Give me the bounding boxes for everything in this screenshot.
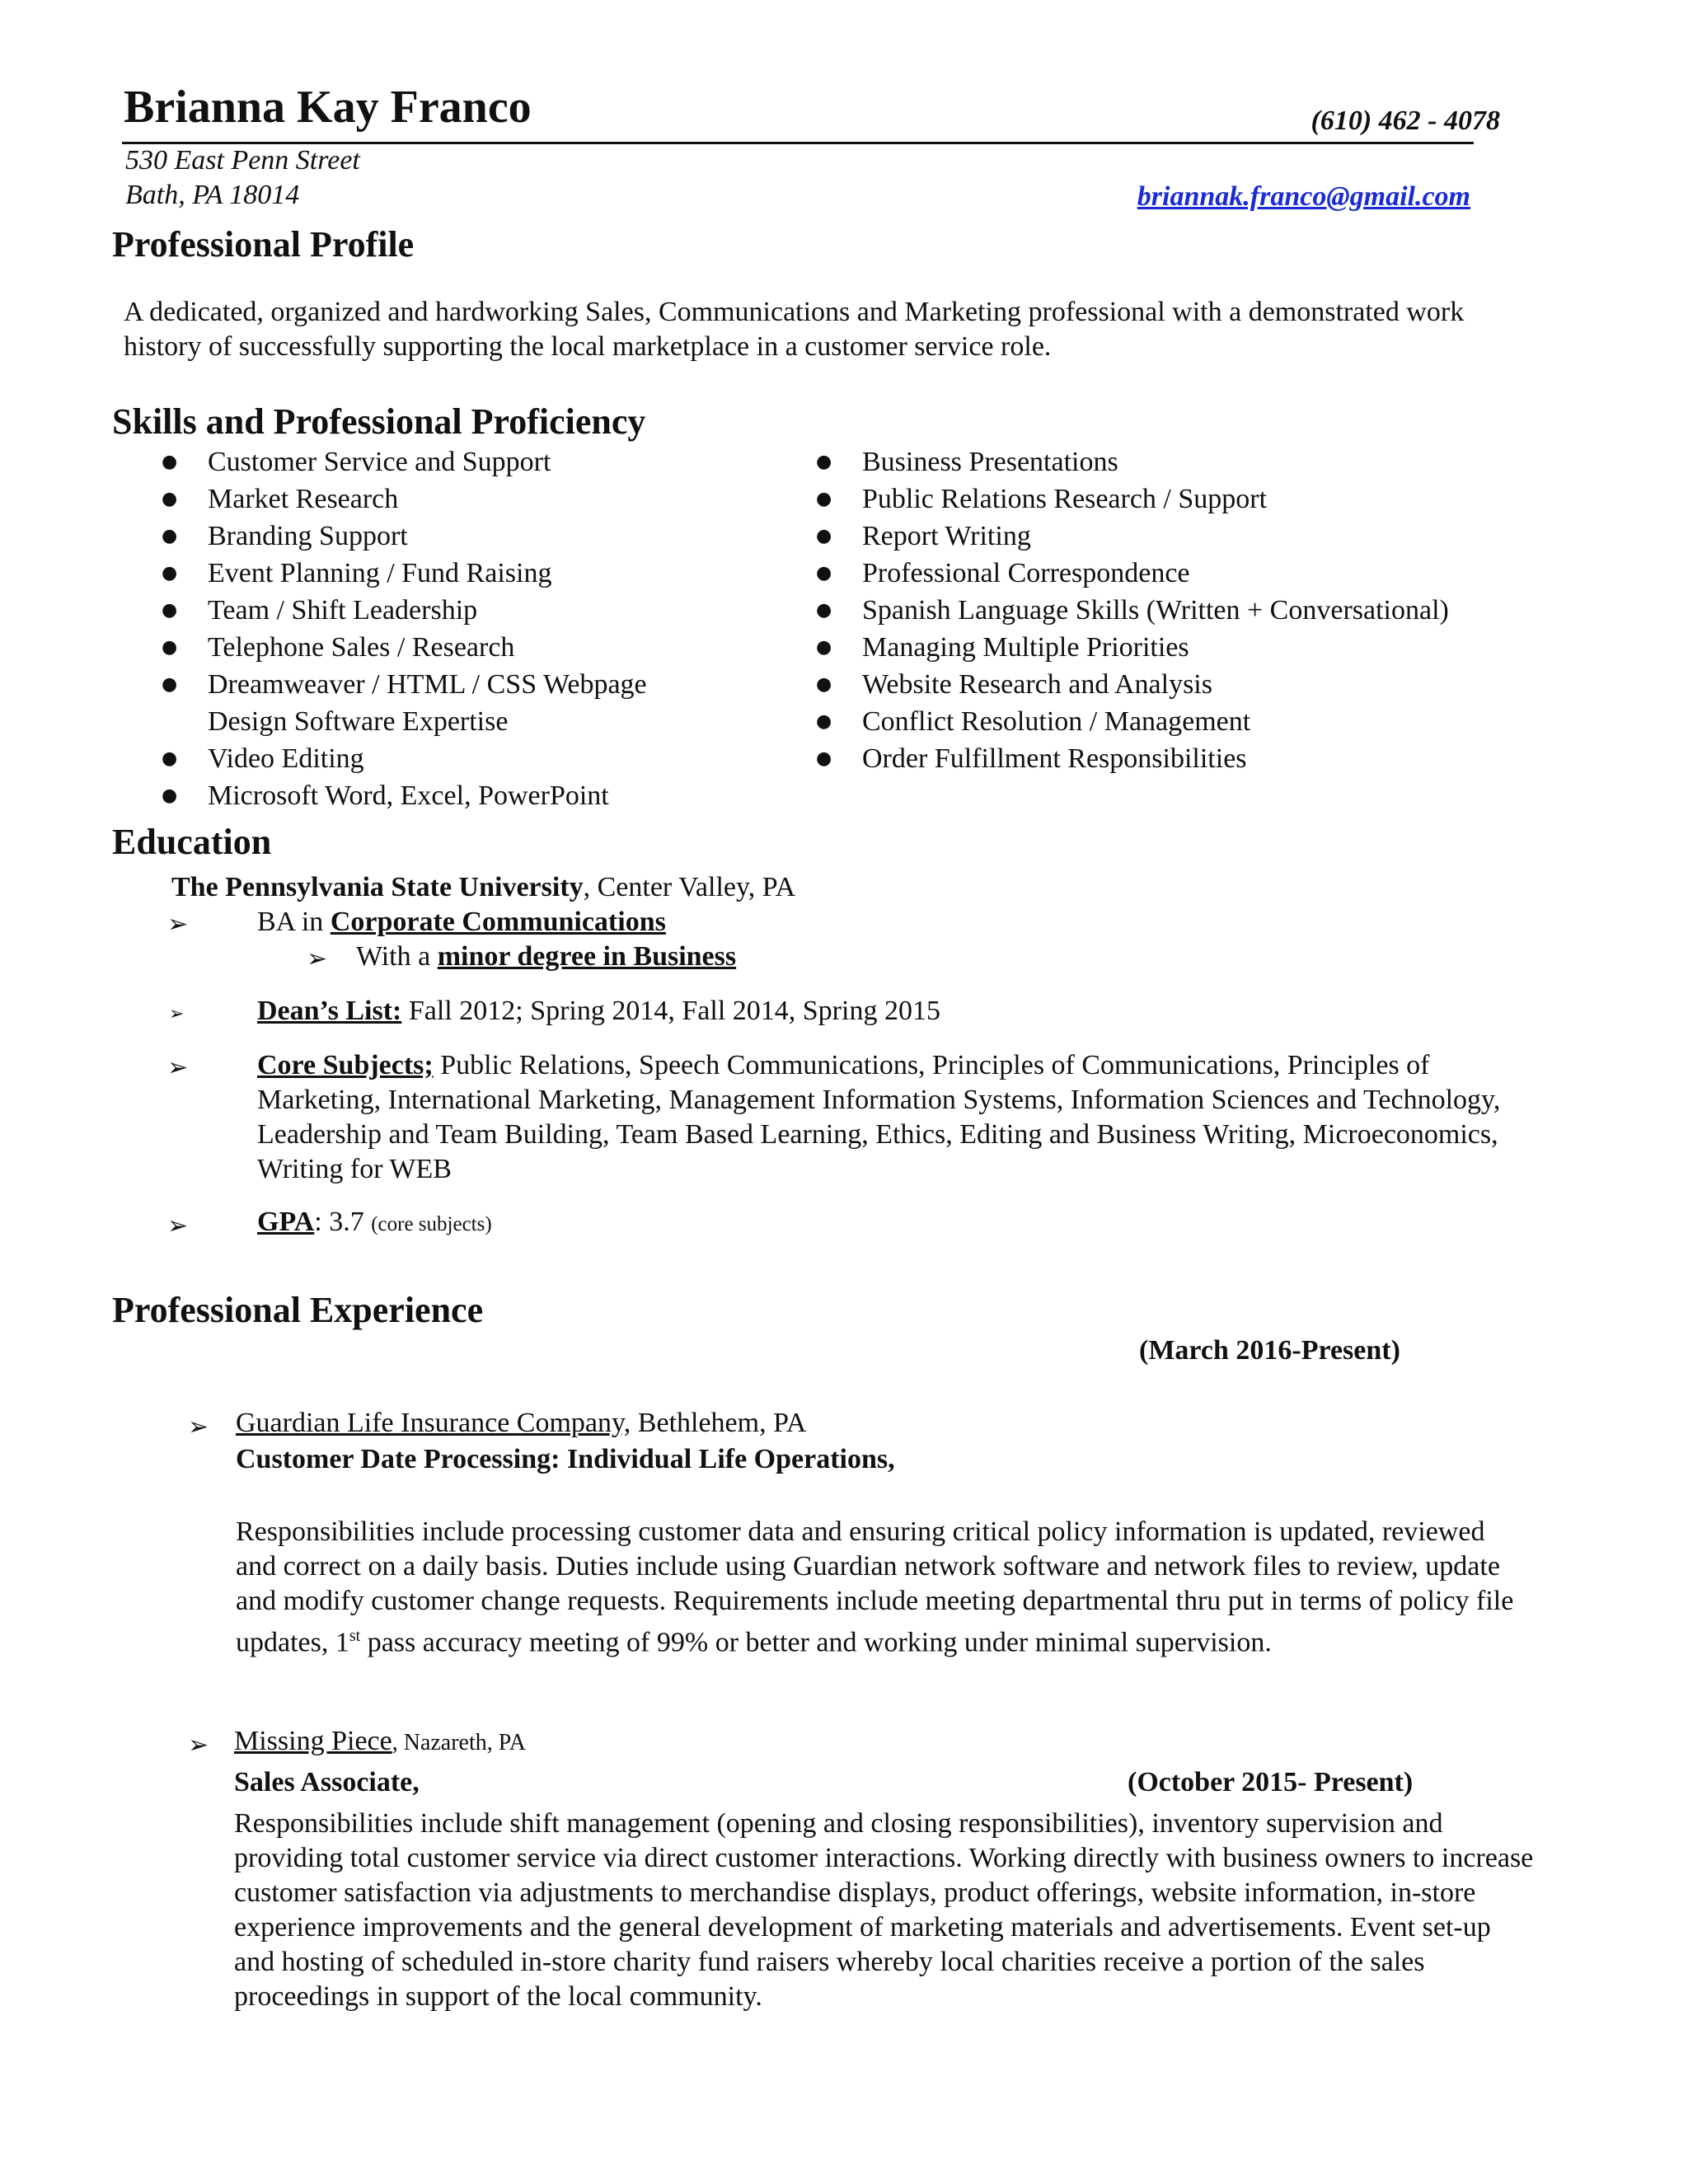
experience-heading: Professional Experience [112,1290,484,1330]
profile-heading: Professional Profile [112,224,415,265]
minor-name: minor degree in Business [437,941,737,972]
job-dates: (March 2016-Present) [1139,1335,1400,1366]
job-company-line [234,1726,526,1757]
deans-list-terms: Fall 2012; Spring 2014, Fall 2014, Spring 2015 [401,996,940,1026]
job-title: Sales Associate, [234,1767,420,1797]
education-heading: Education [112,822,272,862]
minor-prefix: With a [356,941,438,972]
school-name: The Pennsylvania State University [171,872,584,902]
list-item: ● Team / Shift Leadership [162,592,755,629]
degree-line [257,907,666,938]
gpa-line [257,1207,492,1238]
job-dates: (October 2015- Present) [1128,1767,1414,1797]
company-name: Guardian Life Insurance Company, [236,1408,631,1438]
degree-prefix: BA in [257,907,331,937]
school-location: , Center Valley, PA [583,872,796,902]
job-company-line [236,1408,806,1439]
arrow-bullet-icon: ➢ [169,1004,185,1024]
gpa-label: GPA [257,1207,315,1237]
skills-list-left [162,443,755,814]
school-line [171,872,795,903]
list-item: ● Report Writing [816,518,1558,555]
list-item: ● Spanish Language Skills (Written + Conversational) [816,592,1558,629]
core-subjects-text: Public Relations, Speech Communications, Principles of Communications, Principles of Marketing, International Marketing, Management Information Systems, Information Sciences and Technology, Leadership and Team Building, Team Based Learning, Ethics, Editing and Business Writing, Microeconomics, Writing for WEB [257,1050,1501,1184]
job-description: Responsibilities include shift management (opening and closing responsibilities), inventory supervision and providing total customer service via direct customer interactions. Working directly with business owners to increase customer satisfaction via adjustments to merchandise displays, product offerings, website information, in-store experience improvements and the general development of marketing materials and advertisements. Event set-up and hosting of scheduled in-store charity fund raisers whereby local charities receive a portion of the sales proceedings in support of the local community. [234,1808,1534,2012]
job-description-part: pass accuracy meeting of 99% or better and working under minimal supervision. [360,1627,1272,1658]
list-item: ● Business Presentations [816,443,1558,480]
phone-number: (610) 462 - 4078 [1311,105,1500,136]
ordinal-suffix: st [349,1627,361,1645]
list-item: ● Order Fulfillment Responsibilities [816,740,1558,777]
list-item: ● Branding Support [162,518,755,555]
address-line-1: 530 East Penn Street [125,145,360,176]
arrow-bullet-icon: ➢ [188,1731,209,1760]
list-item: ● Dreamweaver / HTML / CSS Webpage Design Software Expertise [162,666,719,740]
minor-line [356,941,736,972]
profile-text: A dedicated, organized and hardworking Sales, Communications and Marketing professional with a demonstrated work history of successfully supporting the local marketplace in a customer service role. [124,297,1465,362]
skills-heading: Skills and Professional Proficiency [112,401,646,442]
arrow-bullet-icon: ➢ [167,910,189,939]
deans-list-label: Dean’s List: [257,996,402,1026]
job-title: Customer Date Processing: Individual Life Operations, [236,1444,895,1474]
job-description-part: Responsibilities include processing customer data and ensuring critical policy information is updated, reviewed and correct on a daily basis. Duties include using Guardian network software and network files to review, update and modify customer change requests. Requirements include meeting departmental thru put in terms of policy file updates, 1 [236,1516,1514,1658]
arrow-bullet-icon: ➢ [167,1053,189,1082]
list-item: ● Customer Service and Support [162,443,755,480]
deans-list-line [257,996,940,1027]
company-location: , Nazareth, PA [392,1730,526,1755]
company-name: Missing Piece [234,1726,392,1756]
job-description [236,1515,1530,1660]
list-item: ● Event Planning / Fund Raising [162,555,755,592]
list-item: ● Managing Multiple Priorities [816,629,1558,666]
gpa-note: (core subjects) [371,1213,492,1235]
list-item: ● Microsoft Word, Excel, PowerPoint [162,777,755,814]
address-line-2: Bath, PA 18014 [125,180,300,210]
arrow-bullet-icon: ➢ [188,1413,209,1441]
company-location: Bethlehem, PA [631,1408,807,1438]
arrow-bullet-icon: ➢ [307,944,328,973]
list-item: ● Website Research and Analysis [816,666,1558,703]
list-item: ● Market Research [162,480,755,518]
list-item: ● Video Editing [162,740,755,777]
list-item: ● Telephone Sales / Research [162,629,755,666]
header-divider [122,142,1474,144]
core-subjects-label: Core Subjects; [257,1050,434,1080]
degree-name: Corporate Communications [330,907,666,937]
list-item: ● Public Relations Research / Support [816,480,1558,518]
arrow-bullet-icon: ➢ [167,1212,189,1240]
list-item: ● Professional Correspondence [816,555,1558,592]
list-item: ● Conflict Resolution / Management [816,703,1558,740]
candidate-name: Brianna Kay Franco [124,82,532,133]
gpa-value: : 3.7 [314,1207,372,1237]
core-subjects [257,1048,1535,1187]
email-link[interactable]: briannak.franco@gmail.com [1137,181,1470,212]
skills-list-right [816,443,1558,777]
